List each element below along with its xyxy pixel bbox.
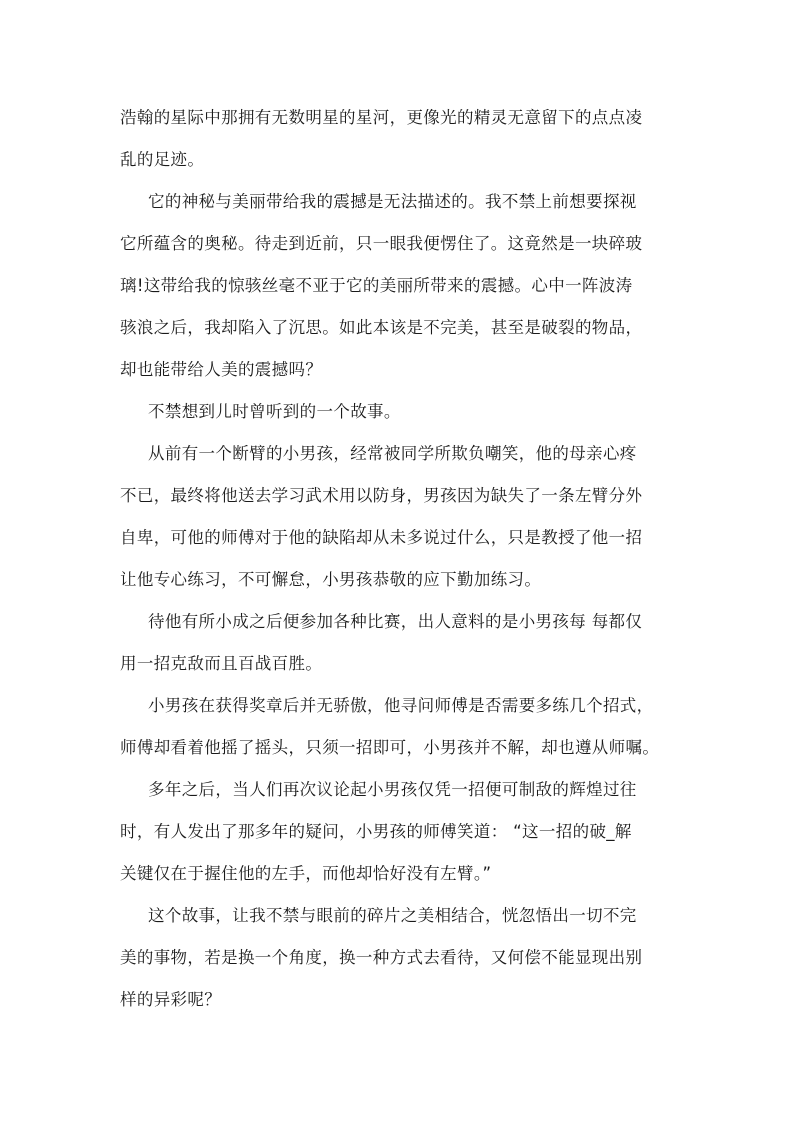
text-line: 时，有人发出了那多年的疑问，小男孩的师傅笑道： “这一招的破_解 [120, 822, 632, 841]
text-line: 自卑，可他的师傅对于他的缺陷却从未多说过什么，只是教授了他一招 [120, 528, 643, 547]
text-line: 骇浪之后，我却陷入了沉思。如此本该是不完美，甚至是破裂的物品， [120, 318, 643, 337]
text-line: 它的神秘与美丽带给我的震撼是无法描述的。我不禁上前想要探视 [148, 192, 637, 211]
text-line: 这个故事，让我不禁与眼前的碎片之美相结合，恍忽悟出一切不完 [148, 906, 637, 925]
text-line: 乱的足迹。 [120, 150, 205, 169]
text-line: 关键仅在于握住他的左手，而他却恰好没有左臂。” [120, 864, 492, 883]
text-line: 璃!这带给我的惊骇丝毫不亚于它的美丽所带来的震撼。心中一阵波涛 [120, 276, 633, 295]
text-line: 用一招克敌而且百战百胜。 [120, 654, 323, 673]
text-line: 它所蕴含的奥秘。待走到近前，只一眼我便愣住了。这竟然是一块碎玻 [120, 234, 643, 253]
text-line: 美的事物，若是换一个角度，换一种方式去看待，又何偿不能显现出别 [120, 948, 643, 967]
text-line: 从前有一个断臂的小男孩，经常被同学所欺负嘲笑，他的母亲心疼 [148, 444, 637, 463]
text-line: 不禁想到儿时曾听到的一个故事。 [148, 402, 401, 421]
text-line: 样的异彩呢？ [120, 990, 222, 1009]
text-line: 不已，最终将他送去学习武术用以防身，男孩因为缺失了一条左臂分外 [120, 486, 643, 505]
text-line: 待他有所小成之后便参加各种比赛，出人意料的是小男孩每 每都仅 [148, 612, 643, 631]
text-line: 师傅却看着他摇了摇头，只须一招即可，小男孩并不解，却也遵从师嘱。 [120, 738, 660, 757]
text-line: 让他专心练习，不可懈怠，小男孩恭敬的应下勤加练习。 [120, 570, 542, 589]
text-line: 浩翰的星际中那拥有无数明星的星河，更像光的精灵无意留下的点点凌 [120, 108, 643, 127]
text-line: 小男孩在获得奖章后并无骄傲，他寻问师傅是否需要多练几个招式， [148, 696, 654, 715]
text-line: 多年之后，当人们再次议论起小男孩仅凭一招便可制敌的辉煌过往 [148, 780, 637, 799]
text-line: 却也能带给人美的震撼吗？ [120, 360, 323, 379]
